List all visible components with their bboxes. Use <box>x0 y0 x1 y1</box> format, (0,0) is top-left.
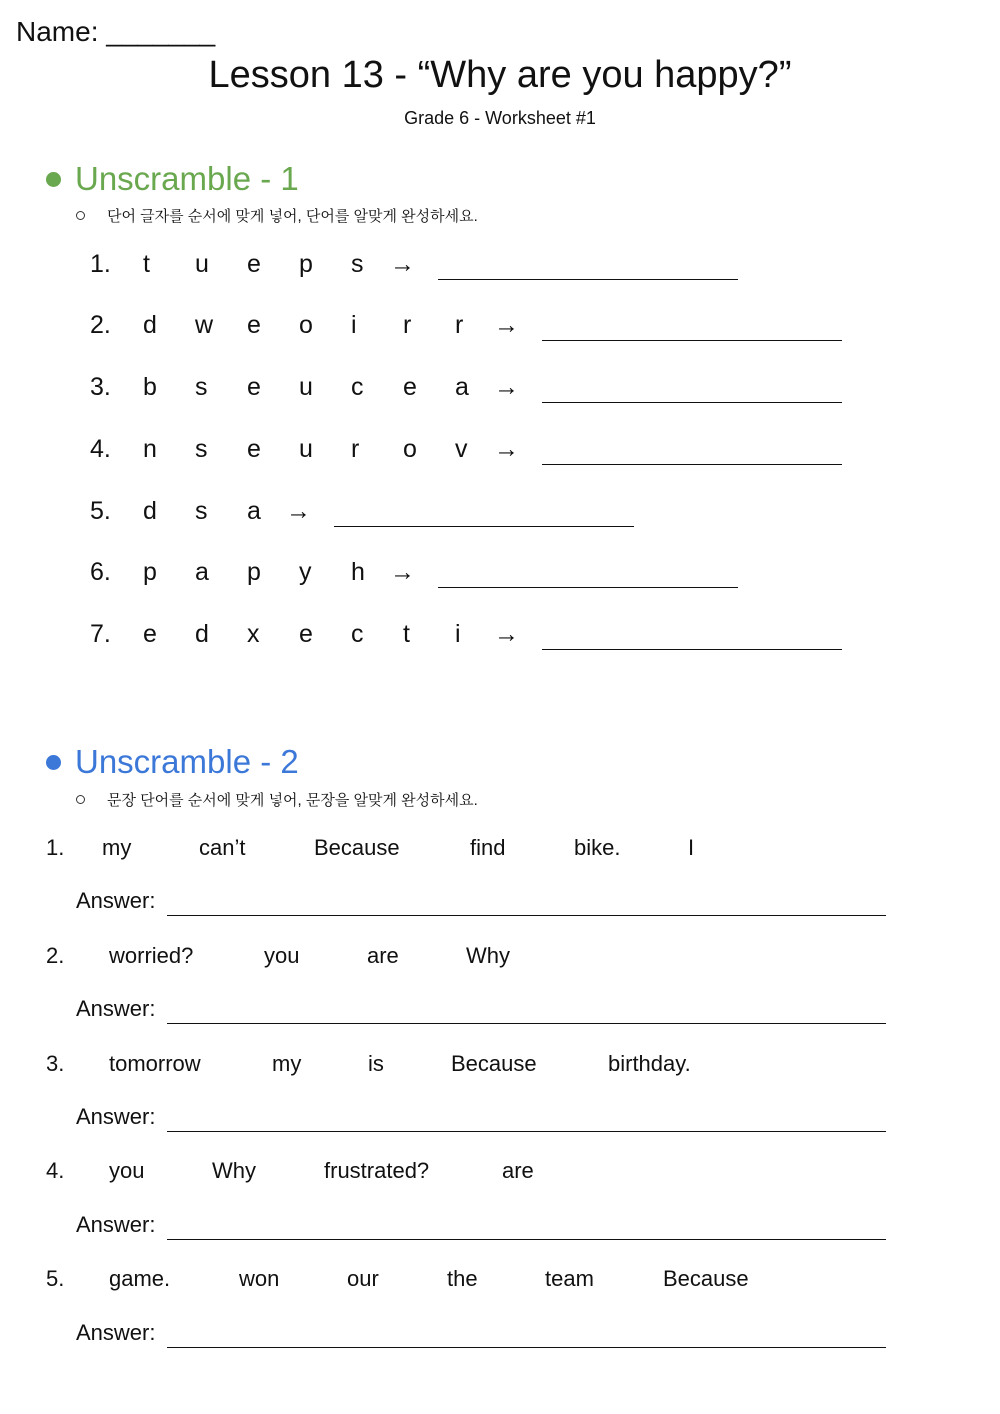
scrambled-letter: a <box>455 373 469 401</box>
answer-label: Answer: <box>76 1212 156 1237</box>
item-number: 4. <box>46 1158 65 1183</box>
scrambled-letter: e <box>299 620 313 648</box>
scrambled-word: Because <box>663 1266 749 1291</box>
scrambled-letter: d <box>143 497 157 525</box>
scrambled-letter: r <box>351 435 360 463</box>
hollow-bullet-icon <box>76 795 85 804</box>
scrambled-letter: o <box>299 311 313 339</box>
scrambled-letter: i <box>455 620 461 648</box>
scrambled-word: birthday. <box>608 1051 691 1076</box>
scrambled-word: are <box>367 943 399 968</box>
arrow-icon: → <box>494 373 519 401</box>
scrambled-word: you <box>109 1158 145 1183</box>
scrambled-letter: o <box>403 435 417 463</box>
answer-blank[interactable] <box>542 340 842 341</box>
scrambled-letter: e <box>247 250 261 278</box>
page-title: Lesson 13 - “Why are you happy?” <box>208 54 792 96</box>
scrambled-letter: a <box>247 497 261 525</box>
scrambled-letter: r <box>455 311 464 339</box>
scrambled-word: are <box>502 1158 534 1183</box>
answer-label: Answer: <box>76 996 156 1021</box>
scrambled-word: Why <box>466 943 510 968</box>
answer-blank[interactable] <box>438 279 738 280</box>
answer-blank[interactable] <box>542 402 842 403</box>
scrambled-word: worried? <box>109 943 194 968</box>
scrambled-letter: r <box>403 311 412 339</box>
section-1-heading <box>46 160 299 198</box>
section-2-instruction <box>76 789 478 810</box>
answer-blank[interactable] <box>167 1023 886 1024</box>
scrambled-word: tomorrow <box>109 1051 201 1076</box>
scrambled-word: Why <box>212 1158 256 1183</box>
scrambled-word: the <box>447 1266 478 1291</box>
item-number: 5. <box>90 497 111 525</box>
scrambled-word: won <box>239 1266 280 1291</box>
scrambled-letter: c <box>351 373 364 401</box>
scrambled-letter: s <box>195 435 208 463</box>
scrambled-letter: p <box>247 558 261 586</box>
page-subtitle: Grade 6 - Worksheet #1 <box>404 108 596 128</box>
item-number: 2. <box>46 943 65 968</box>
scrambled-letter: e <box>143 620 157 648</box>
scrambled-word: find <box>470 835 506 860</box>
scrambled-letter: n <box>143 435 157 463</box>
item-number: 2. <box>90 311 111 339</box>
arrow-icon: → <box>286 497 311 525</box>
arrow-icon: → <box>390 250 415 278</box>
arrow-icon: → <box>494 435 519 463</box>
scrambled-word: our <box>347 1266 379 1291</box>
section-2-instruction-text: 문장 단어를 순서에 맞게 넣어, 문장을 알맞게 완성하세요. <box>107 792 478 809</box>
scrambled-letter: t <box>143 250 150 278</box>
scrambled-word: game. <box>109 1266 171 1291</box>
scrambled-letter: u <box>299 373 313 401</box>
section-2-title: Unscramble - 2 <box>75 743 299 780</box>
scrambled-letter: e <box>247 311 261 339</box>
scrambled-word: is <box>368 1051 384 1076</box>
scrambled-letter: e <box>247 435 261 463</box>
answer-blank[interactable] <box>438 587 738 588</box>
scrambled-letter: e <box>403 373 417 401</box>
scrambled-letter: s <box>195 497 208 525</box>
scrambled-word: you <box>264 943 300 968</box>
bullet-icon <box>46 172 61 187</box>
scrambled-letter: y <box>299 558 312 586</box>
answer-label: Answer: <box>76 888 156 913</box>
scrambled-letter: a <box>195 558 209 586</box>
answer-blank[interactable] <box>167 1239 886 1240</box>
scrambled-letter: p <box>299 250 313 278</box>
scrambled-word: frustrated? <box>324 1158 430 1183</box>
scrambled-letter: i <box>351 311 357 339</box>
answer-label: Answer: <box>76 1320 156 1345</box>
scrambled-letter: p <box>143 558 157 586</box>
scrambled-word: Because <box>314 835 400 860</box>
scrambled-letter: b <box>143 373 157 401</box>
item-number: 3. <box>90 373 111 401</box>
section-1-instruction-text: 단어 글자를 순서에 맞게 넣어, 단어를 알맞게 완성하세요. <box>107 208 478 225</box>
scrambled-letter: u <box>299 435 313 463</box>
scrambled-letter: d <box>195 620 209 648</box>
item-number: 7. <box>90 620 111 648</box>
scrambled-word: bike. <box>574 835 621 860</box>
answer-label: Answer: <box>76 1104 156 1129</box>
item-number: 4. <box>90 435 111 463</box>
scrambled-letter: h <box>351 558 365 586</box>
bullet-icon <box>46 755 61 770</box>
scrambled-letter: s <box>195 373 208 401</box>
section-2-heading <box>46 743 299 781</box>
item-number: 3. <box>46 1051 65 1076</box>
scrambled-word: my <box>272 1051 302 1076</box>
scrambled-letter: c <box>351 620 364 648</box>
answer-blank[interactable] <box>167 915 886 916</box>
hollow-bullet-icon <box>76 211 85 220</box>
scrambled-letter: w <box>195 311 214 339</box>
arrow-icon: → <box>494 311 519 339</box>
answer-blank[interactable] <box>167 1347 886 1348</box>
scrambled-letter: v <box>455 435 468 463</box>
name-field-label: Name: _______ <box>16 16 216 47</box>
scrambled-word: Because <box>451 1051 537 1076</box>
scrambled-word: team <box>545 1266 594 1291</box>
answer-blank[interactable] <box>334 526 634 527</box>
scrambled-letter: e <box>247 373 261 401</box>
scrambled-letter: d <box>143 311 157 339</box>
section-1-title: Unscramble - 1 <box>75 160 299 197</box>
scrambled-letter: x <box>247 620 260 648</box>
scrambled-letter: s <box>351 250 364 278</box>
arrow-icon: → <box>390 558 415 586</box>
scrambled-letter: t <box>403 620 410 648</box>
scrambled-letter: u <box>195 250 209 278</box>
answer-blank[interactable] <box>542 464 842 465</box>
item-number: 1. <box>90 250 111 278</box>
scrambled-word: can’t <box>199 835 246 860</box>
scrambled-word: I <box>688 835 695 860</box>
section-1-instruction <box>76 205 478 226</box>
scrambled-word: my <box>102 835 132 860</box>
answer-blank[interactable] <box>542 649 842 650</box>
arrow-icon: → <box>494 620 519 648</box>
item-number: 1. <box>46 835 65 860</box>
item-number: 5. <box>46 1266 65 1291</box>
item-number: 6. <box>90 558 111 586</box>
answer-blank[interactable] <box>167 1131 886 1132</box>
